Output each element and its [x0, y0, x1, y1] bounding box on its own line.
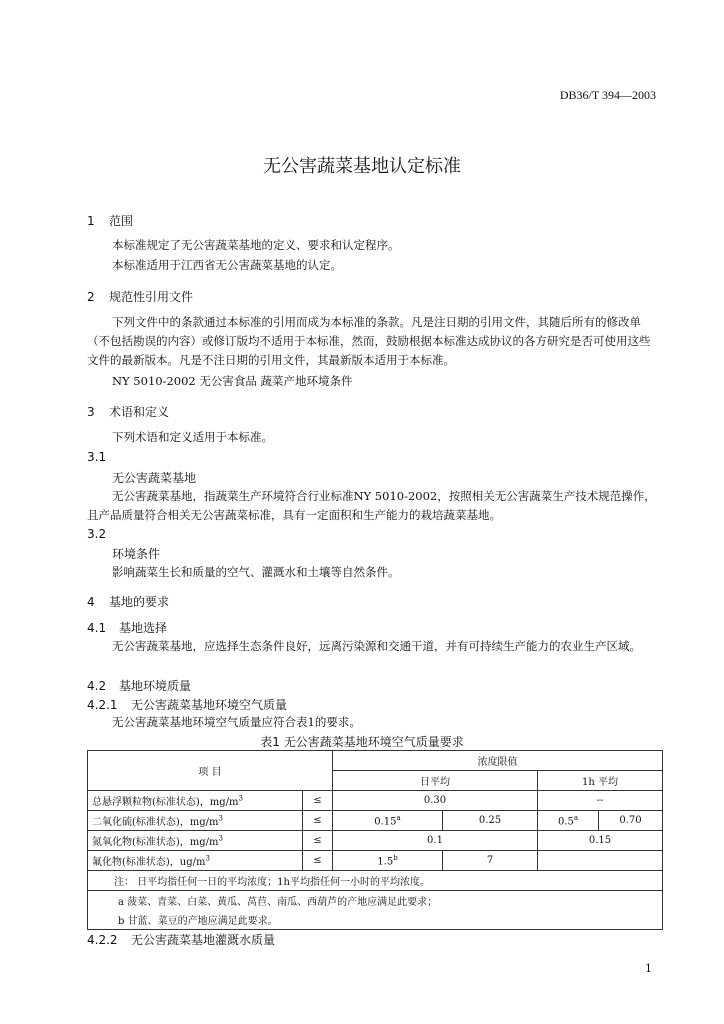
section-3-heading: 3 术语和定义	[87, 405, 170, 419]
section-3-para-1: 下列术语和定义适用于本标准。	[112, 430, 273, 444]
row-daily-2: 7	[443, 851, 538, 871]
section-2-heading: 2 规范性引用文件	[87, 290, 194, 304]
row-item: 氮氧化物(标准状态)，$mg/m^3$	[88, 831, 303, 851]
row-operator: ≤	[303, 851, 333, 871]
table-row	[88, 811, 663, 831]
section-1-para-1: 本标准规定了无公害蔬菜基地的定义、要求和认定程序。	[112, 238, 400, 252]
row-hourly: 0.15	[538, 831, 663, 851]
section-4-1-heading: 4.1 基地选择	[87, 621, 168, 635]
row-item: 氟化物(标准状态)，$ug/m^3$	[88, 851, 303, 871]
section-4-2-heading: 4.2 基地环境质量	[87, 679, 192, 693]
section-1-heading: 1 范围	[87, 214, 134, 228]
term-3-2-number: 3.2	[87, 527, 107, 541]
row-hourly-empty	[538, 851, 663, 871]
term-3-1-number: 3.1	[87, 450, 107, 464]
term-3-2-title: 环境条件	[112, 547, 161, 561]
row-daily: 0.1	[333, 831, 538, 851]
header-limit: 浓度限值	[333, 751, 663, 771]
table-row	[88, 791, 663, 811]
row-operator: ≤	[303, 831, 333, 851]
row-item: 总悬浮颗粒物(标准状态)，$mg/m^3$	[88, 791, 303, 811]
row-daily: 0.30	[333, 791, 538, 811]
table-footnote-row	[88, 891, 663, 911]
table-note-row	[88, 871, 663, 891]
row-daily-1: 0.15$^a$	[333, 811, 443, 831]
document-title: 无公害蔬菜基地认定标准	[263, 156, 461, 177]
row-daily-2: 0.25	[443, 811, 538, 831]
normative-reference: NY 5010-2002 无公害食品 蔬菜产地环境条件	[112, 374, 353, 388]
row-operator: ≤	[303, 791, 333, 811]
row-operator: ≤	[303, 811, 333, 831]
header-hourly: 1h 平均	[538, 771, 663, 791]
table-header-row-1	[88, 751, 663, 771]
section-4-1-para: 无公害蔬菜基地，应选择生态条件良好，远离污染源和交通干道，并有可持续生产能力的农业生产区域。	[112, 639, 641, 653]
table-row	[88, 851, 663, 871]
section-2-para-1: 下列文件中的条款通过本标准的引用而成为本标准的条款。凡是注日期的引用文件，其随后所有的修改单（不包括勘误的内容）或修订版均不适用于本标准，然而，鼓励根据本标准达成协议的各方研究是否可使用这些文件的最新版本。凡是不注日期的引用文件，其最新版本适用于本标准。	[87, 315, 651, 367]
table-row	[88, 831, 663, 851]
table-1-caption: 表1 无公害蔬菜基地环境空气质量要求	[260, 735, 464, 749]
table-note: 注： 日平均指任何一日的平均浓度；1h平均指任何一小时的平均浓度。	[88, 871, 663, 891]
row-hourly-1: 0.5$^a$	[538, 811, 599, 831]
row-hourly: --	[538, 791, 663, 811]
term-3-2-definition: 影响蔬菜生长和质量的空气、灌溉水和土壤等自然条件。	[112, 565, 400, 579]
header-item: 项 目	[88, 751, 333, 791]
table-footnote-a: a 菠菜、青菜、白菜、黄瓜、莴苣、南瓜、西葫芦的产地应满足此要求；	[88, 891, 663, 911]
section-4-2-1-heading: 4.2.1 无公害蔬菜基地环境空气质量	[87, 698, 288, 712]
table-footnote-row	[88, 910, 663, 930]
term-3-1-title: 无公害蔬菜基地	[112, 471, 197, 485]
row-daily-1: 1.5$^b$	[333, 851, 443, 871]
row-hourly-2: 0.70	[599, 811, 663, 831]
section-4-2-1-para: 无公害蔬菜基地环境空气质量应符合表1的要求。	[112, 715, 361, 729]
section-4-2-2-heading: 4.2.2 无公害蔬菜基地灌溉水质量	[87, 933, 276, 947]
section-1-para-2: 本标准适用于江西省无公害蔬菜基地的认定。	[112, 258, 342, 272]
table-footnote-b: b 甘蓝、菜豆的产地应满足此要求。	[88, 910, 663, 930]
header-daily: 日平均	[333, 771, 538, 791]
section-4-heading: 4 基地的要求	[87, 595, 170, 609]
page-number: 1	[645, 962, 652, 975]
row-item: 二氧化硫(标准状态)，$mg/m^3$	[88, 811, 303, 831]
air-quality-table	[87, 750, 663, 930]
standard-code: DB36/T 394—2003	[559, 88, 656, 102]
term-3-1-definition: 无公害蔬菜基地，指蔬菜生产环境符合行业标准NY 5010-2002，按照相关无公害蔬菜生产技术规范操作，且产品质量符合相关无公害蔬菜标准，具有一定面积和生产能力的栽培蔬菜基地。	[87, 489, 656, 522]
